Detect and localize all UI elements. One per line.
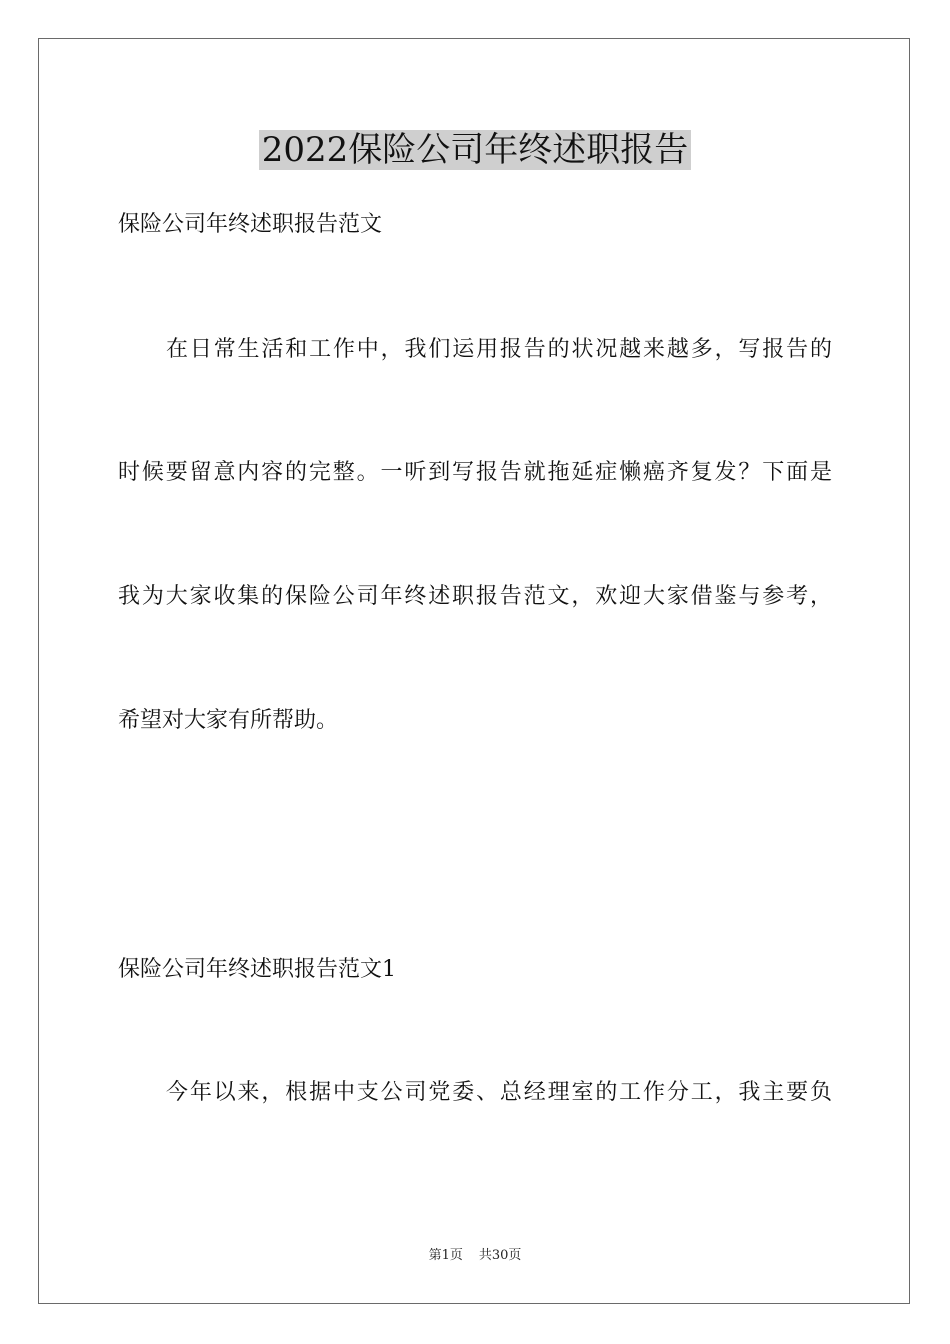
intro-line-2: 时候要留意内容的完整。一听到写报告就拖延症懒癌齐复发？下面是 [118, 460, 832, 485]
page-footer [0, 1247, 950, 1265]
intro-line-3: 我为大家收集的保险公司年终述职报告范文，欢迎大家借鉴与参考， [118, 584, 832, 609]
intro-line-4: 希望对大家有所帮助。 [118, 708, 339, 733]
page-total: 共30页 [478, 1248, 522, 1263]
section-paragraph-line-1: 今年以来，根据中支公司党委、总经理室的工作分工，我主要负 [166, 1080, 832, 1105]
document-title-text: 2022保险公司年终述职报告 [259, 130, 692, 170]
intro-line-1: 在日常生活和工作中，我们运用报告的状况越来越多，写报告的 [166, 337, 832, 362]
section-heading: 保险公司年终述职报告范文1 [118, 957, 396, 982]
document-subtitle: 保险公司年终述职报告范文 [118, 212, 383, 237]
page-number: 第1页 [428, 1248, 463, 1263]
document-title [0, 128, 950, 172]
